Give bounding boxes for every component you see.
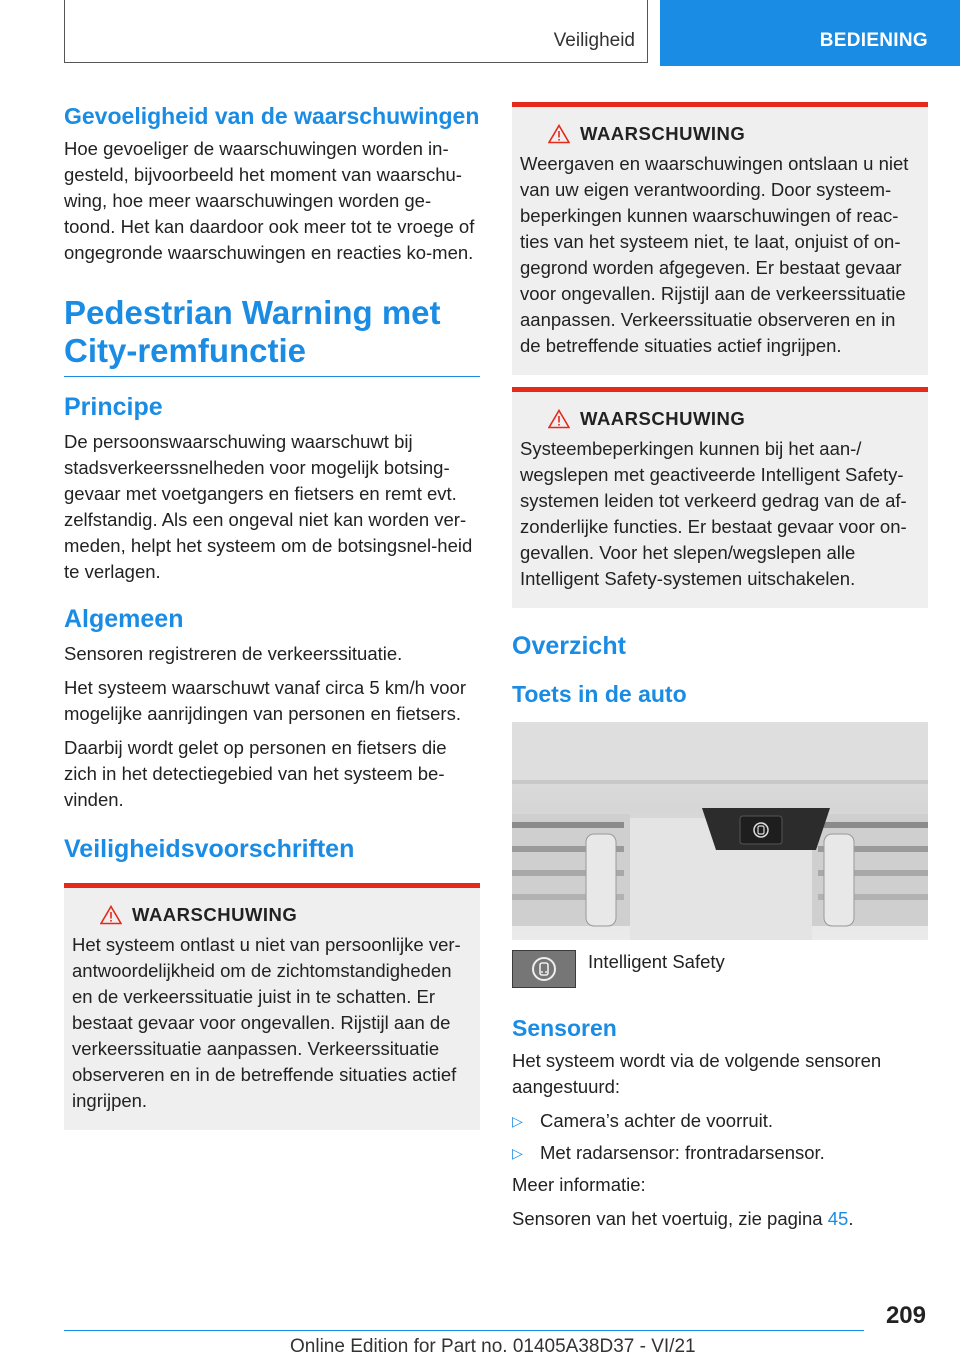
warning-title-1 [72, 902, 472, 928]
section-title: Veiligheid [553, 30, 635, 51]
left-air-vent [512, 814, 630, 926]
page-reference-link[interactable]: 45 [827, 1208, 849, 1229]
right-column [512, 102, 928, 1240]
bullet-triangle-icon: ▷ [512, 1145, 523, 1161]
general-text-3: Daarbij wordt gelet op personen en fietsers die zich in het detectiegebied van het systeem be-vinden. [64, 737, 447, 810]
warning-text-2: Weergaven en waarschuwingen ontslaan u niet van uw eigen verantwoording. Door systeem-beperkingen kunnen waarschuwingen of reac-ties van het systeem niet, te laat, onjuist of on-gegrond worden afgegeven. Er bestaat gevaar voor ongevallen. Rijstijl aan de verkeerssituatie aanpassen. Verkeerssituatie observeren en in de betreffende situaties actief ingrijpen. [520, 153, 909, 356]
warning-title-text-1: WAARSCHUWING [132, 904, 298, 925]
right-air-vent [812, 814, 928, 926]
edition-note: Online Edition for Part no. 01405A38D37 - VI/21 [290, 1336, 696, 1357]
bullet-triangle-icon: ▷ [512, 1113, 523, 1129]
sensitivity-text: Hoe gevoeliger de waarschuwingen worden in-gesteld, bijvoorbeeld het moment van waarschu-wing, hoe meer waarschuwingen worden ge-toond. Het kan daardoor ook meer tot te vroege of ongegronde waarschuwingen en reacties ko-men. [64, 138, 475, 263]
warning-box-3 [512, 387, 928, 608]
warning-text-1: Het systeem ontlast u niet van persoonlijke ver-antwoordelijkheid om de zichtomstandigheden en de verkeerssituatie juist in te schatten. Er bestaat gevaar voor ongevallen. Rijstijl aan de verkeerssituatie aanpassen. Verkeerssituatie observeren en in de betreffende situaties actief ingrijpen. [72, 934, 461, 1111]
warning-title-3 [520, 406, 920, 432]
intelligent-safety-icon [512, 950, 576, 988]
page-number: 209 [885, 1302, 926, 1329]
principle-text: De persoonswaarschuwing waarschuwt bij stadsverkeerssnelheden voor mogelijk botsing-gevaar met voetgangers en fietsers en remt evt. zelfstandig. Als een ongeval niet kan worden ver-meden, helpt het systeem om de botsingsnel-heid te verlagen. [64, 431, 473, 582]
list-item [512, 1108, 928, 1134]
footer-divider [64, 1330, 864, 1331]
warning-text-3: Systeembeperkingen kunnen bij het aan-/ wegslepen met geactiveerde Intelligent Safety-systemen leiden tot verkeerd gedrag van de af-zonderlijke functies. Er bestaat gevaar voor on-gevallen. Voor het slepen/wegslepen alle Intelligent Safety-systemen uitschakelen. [520, 438, 907, 589]
page-reference-text: Sensoren van het voertuig, zie pagina [512, 1208, 828, 1229]
warning-title-2 [520, 121, 920, 147]
warning-title-text-2: WAARSCHUWING [580, 123, 746, 144]
sensitivity-heading: Gevoeligheid van de waarschuwingen [64, 103, 480, 129]
overview-heading: Overzicht [512, 632, 626, 660]
button-legend [512, 950, 928, 988]
warning-title-text-3: WAARSCHUWING [580, 408, 746, 429]
principle-heading: Principe [64, 393, 163, 421]
dashboard-button-photo [512, 722, 928, 940]
page-reference-end: . [848, 1208, 854, 1229]
warning-box-2 [512, 102, 928, 375]
sensors-heading: Sensoren [512, 1015, 617, 1041]
left-column [64, 102, 480, 1130]
dashboard-illustration [512, 722, 928, 940]
sensors-text: Het systeem wordt via de volgende sensoren aangestuurd: [512, 1050, 882, 1097]
more-info-label: Meer informatie: [512, 1174, 646, 1195]
button-legend-label: Intelligent Safety [588, 951, 725, 972]
page-reference [512, 1206, 928, 1232]
warning-triangle-icon [548, 124, 570, 144]
list-item-text: Camera’s achter de voorruit. [540, 1110, 774, 1131]
list-item [512, 1140, 928, 1166]
chapter-tab [660, 0, 960, 66]
chapter-heading-wrap [64, 294, 480, 377]
warning-triangle-icon [548, 409, 570, 429]
chapter-tab-label: BEDIENING [819, 30, 928, 51]
general-heading: Algemeen [64, 605, 184, 633]
general-text-2: Het systeem waarschuwt vanaf circa 5 km/h voor mogelijke aanrijdingen van personen en fietsers. [64, 677, 467, 724]
list-item-text: Met radarsensor: frontradarsensor. [540, 1142, 825, 1163]
safety-heading: Veiligheidsvoorschriften [64, 835, 355, 863]
button-in-car-heading: Toets in de auto [512, 681, 687, 707]
chapter-heading: Pedestrian Warning met City-remfunctie [64, 294, 441, 369]
warning-box-1 [64, 883, 480, 1130]
general-text-1: Sensoren registreren de verkeerssituatie. [64, 643, 403, 664]
warning-triangle-icon [100, 905, 122, 925]
